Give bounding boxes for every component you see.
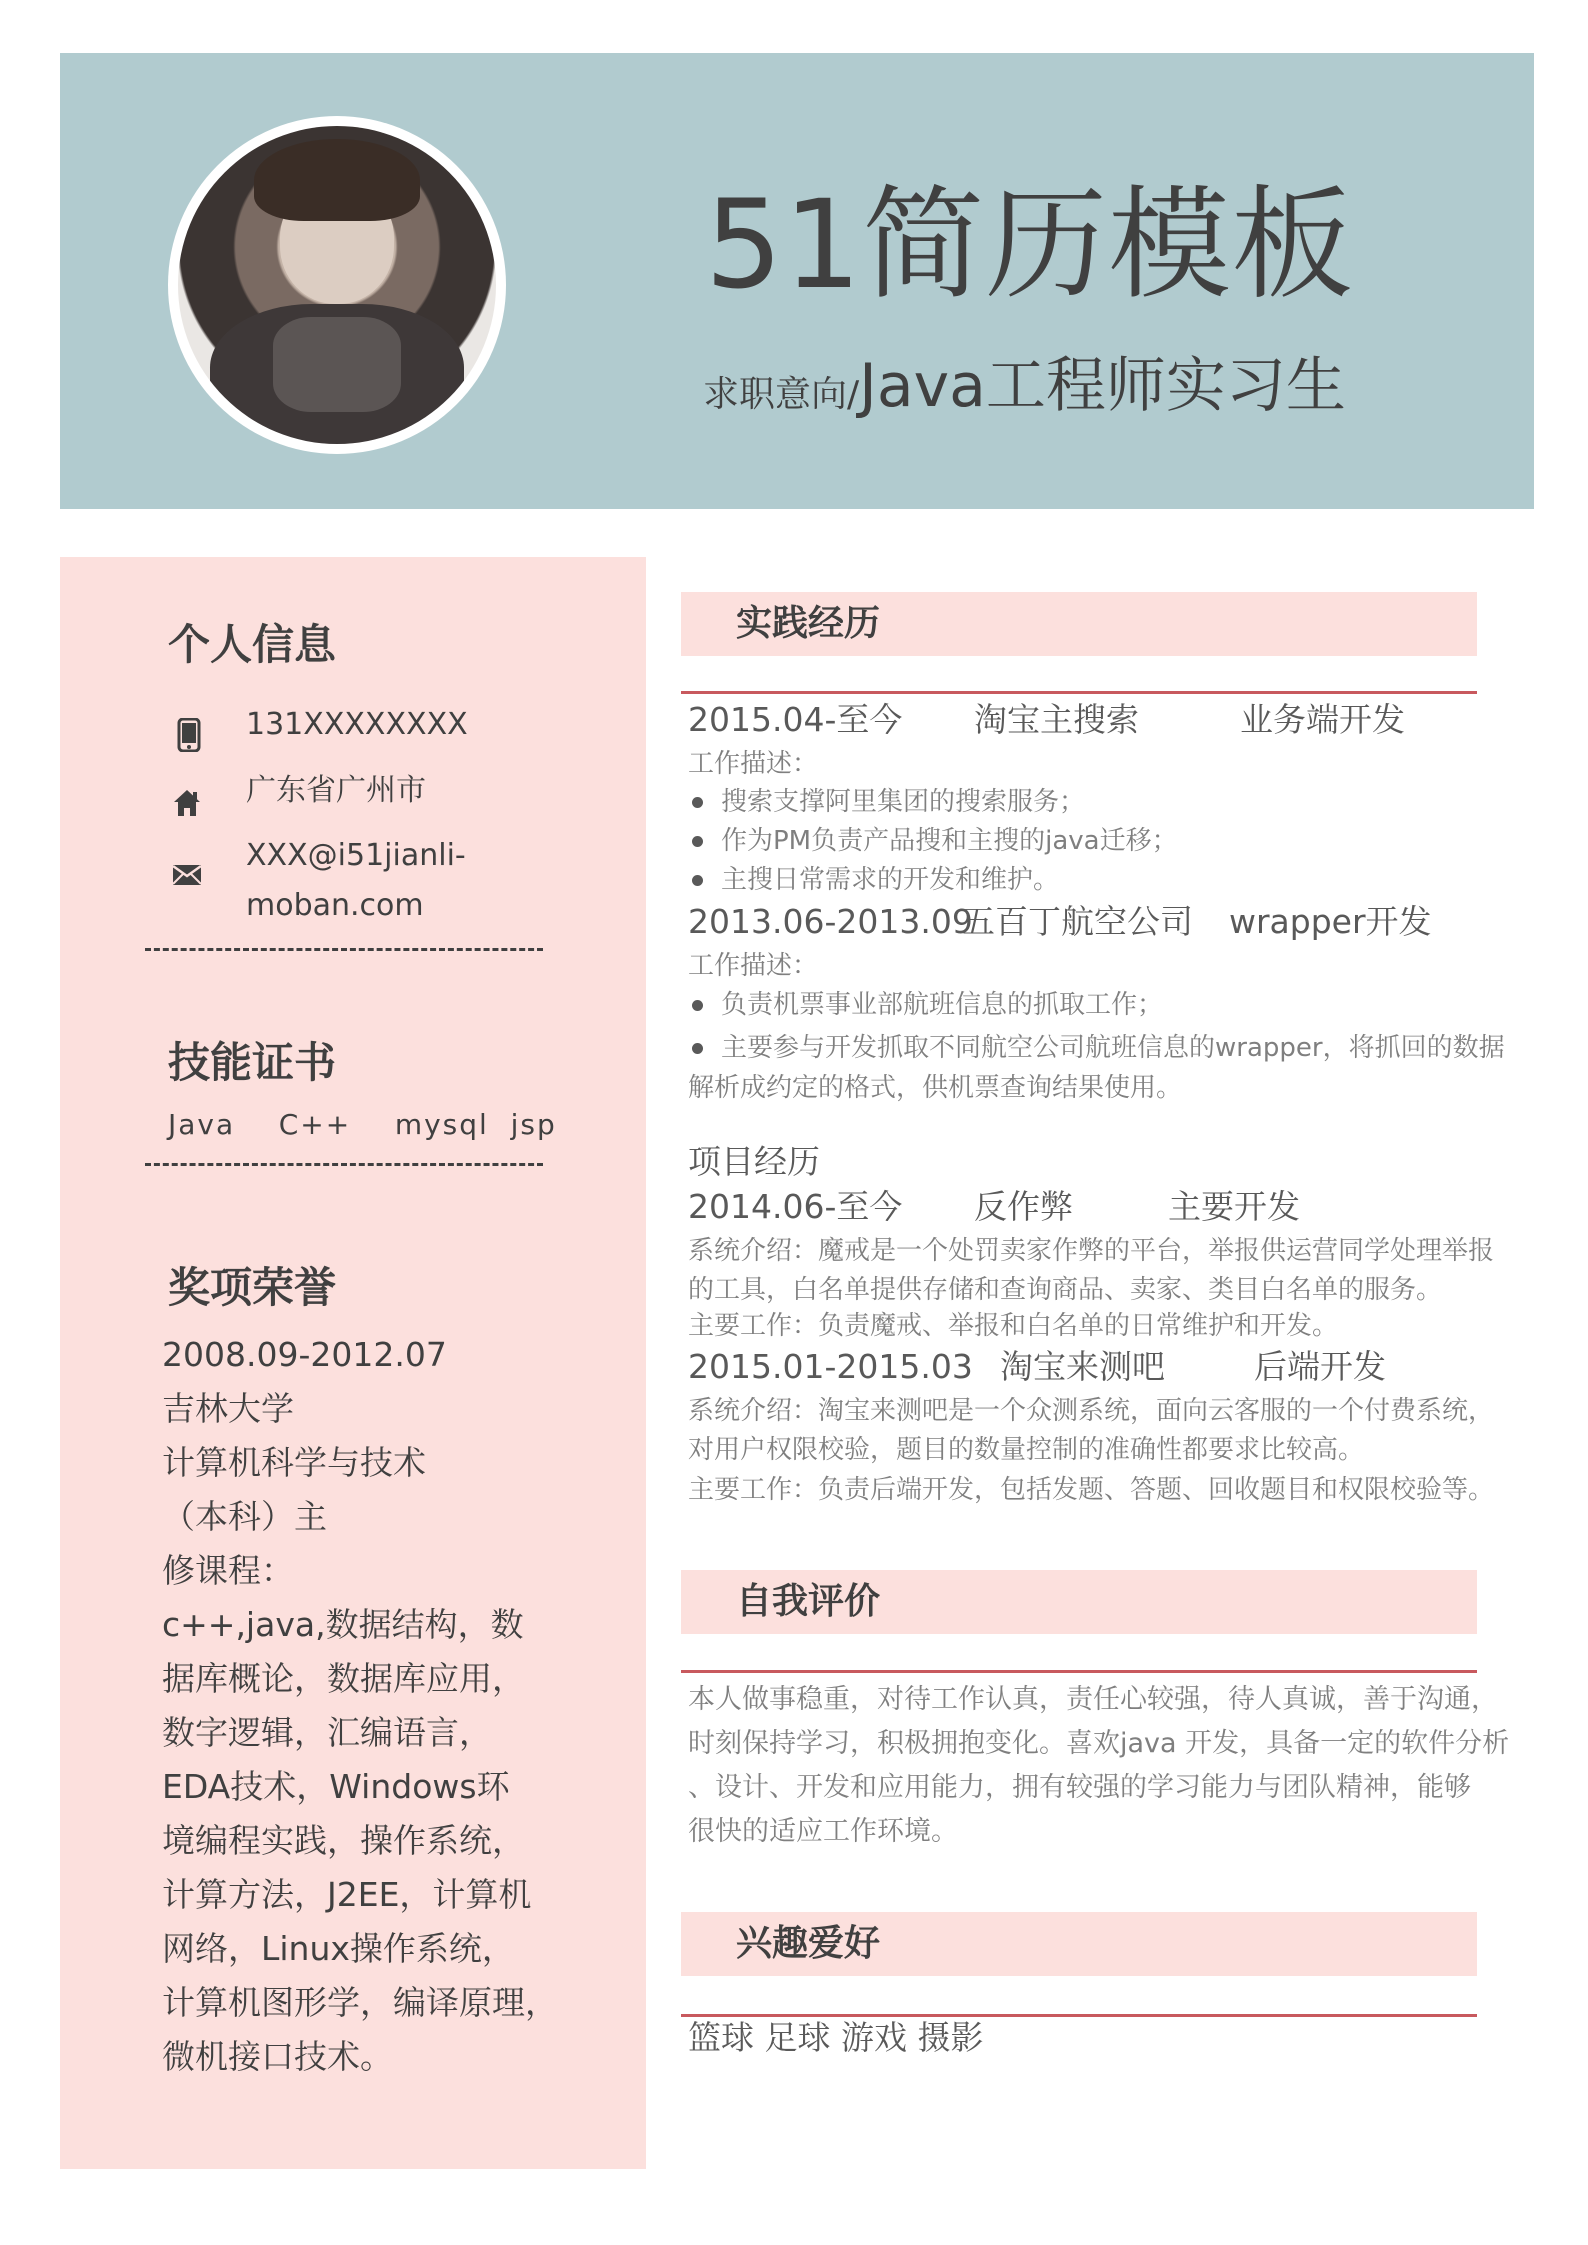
self-eval-text	[688, 1678, 1508, 1854]
practice-title: 实践经历	[736, 603, 881, 644]
project-role: 主要开发	[1168, 1187, 1300, 1226]
education-line: 计算机图形学，编译原理，	[162, 1983, 558, 2022]
education-line: c++,java,数据结构，数	[162, 1605, 524, 1644]
job-bullet-continuation: 解析成约定的格式，供机票查询结果使用。	[688, 1073, 1183, 1103]
personal-info-title: 个人信息	[168, 620, 337, 669]
hobbies-title: 兴趣爱好	[736, 1923, 881, 1964]
job-bullet: 负责机票事业部航班信息的抓取工作；	[688, 987, 1163, 1023]
project-date: 2014.06-至今	[688, 1187, 903, 1226]
self-eval-title: 自我评价	[736, 1581, 881, 1622]
education-line: 修课程：	[162, 1551, 294, 1590]
education-line: （本科）主	[162, 1497, 327, 1536]
job-intent	[703, 338, 1346, 424]
education-line: 微机接口技术。	[162, 2037, 393, 2076]
job-bullet: 主要参与开发抓取不同航空公司航班信息的wrapper，将抓回的数据	[688, 1030, 1505, 1066]
job-intent-label: 求职意向/	[703, 374, 860, 415]
education-line: 境编程实践，操作系统，	[162, 1821, 525, 1860]
job-desc-label: 工作描述：	[688, 749, 819, 779]
project-line: 对用户权限校验，题目的数量控制的准确性都要求比较高。	[688, 1435, 1365, 1465]
job-role: 业务端开发	[1240, 700, 1405, 739]
section-rule	[681, 2014, 1477, 2017]
email-line-1: XXX@i51jianli-	[246, 838, 466, 873]
hobbies-header	[681, 1912, 1477, 1976]
project-role: 后端开发	[1254, 1347, 1386, 1386]
self-eval-header	[681, 1570, 1477, 1634]
self-eval-line: 时刻保持学习，积极拥抱变化。喜欢java 开发，具备一定的软件分析	[688, 1728, 1510, 1759]
job-bullet: 主搜日常需求的开发和维护。	[688, 862, 1059, 898]
education-line: 计算机科学与技术	[162, 1443, 426, 1482]
education-line: 数字逻辑，汇编语言，	[162, 1713, 492, 1752]
project-line: 主要工作：负责后端开发，包括发题、答题、回收题目和权限校验等。	[688, 1475, 1495, 1505]
job-bullet: 作为PM负责产品搜和主搜的java迁移；	[688, 823, 1178, 859]
job-desc-label: 工作描述：	[688, 951, 819, 981]
home-icon	[172, 786, 202, 820]
skills-list: Java C++ mysql jsp	[168, 1108, 557, 1141]
project-name: 淘宝来测吧	[1000, 1347, 1165, 1386]
education-line: 2008.09-2012.07	[162, 1335, 447, 1374]
section-rule	[681, 691, 1477, 694]
project-date: 2015.01-2015.03	[688, 1347, 973, 1386]
phone-number: 131XXXXXXXX	[246, 707, 468, 742]
hobbies-list: 篮球 足球 游戏 摄影	[688, 2018, 984, 2057]
education-line: 吉林大学	[162, 1389, 294, 1428]
project-name: 反作弊	[974, 1187, 1073, 1226]
skills-title: 技能证书	[168, 1038, 337, 1087]
project-line: 系统介绍：魔戒是一个处罚卖家作弊的平台，举报供运营同学处理举报	[688, 1236, 1495, 1266]
job-date: 2015.04-至今	[688, 700, 903, 739]
self-eval-line: 、设计、开发和应用能力，拥有较强的学习能力与团队精神，能够	[688, 1772, 1471, 1803]
address: 广东省广州市	[246, 773, 426, 808]
mail-icon	[172, 858, 202, 892]
profile-photo	[178, 126, 496, 444]
education-line: EDA技术，Windows环	[162, 1767, 510, 1806]
divider	[145, 1163, 543, 1166]
job-date: 2013.06-2013.09	[688, 902, 973, 941]
education-line: 网络，Linux操作系统，	[162, 1929, 515, 1968]
education-line: 计算方法，J2EE，计算机	[162, 1875, 532, 1914]
section-rule	[681, 1670, 1477, 1673]
divider	[145, 948, 543, 951]
job-role: wrapper开发	[1229, 902, 1432, 941]
self-eval-line: 本人做事稳重，对待工作认真，责任心较强，待人真诚，善于沟通，	[688, 1684, 1498, 1715]
self-eval-line: 很快的适应工作环境。	[688, 1816, 958, 1847]
job-bullet: 搜索支撑阿里集团的搜索服务；	[688, 784, 1085, 820]
awards-title: 奖项荣誉	[168, 1263, 337, 1312]
education-line: 据库概论，数据库应用，	[162, 1659, 525, 1698]
resume-title: 51简历模板	[705, 174, 1355, 316]
projects-label: 项目经历	[688, 1142, 820, 1181]
job-company: 淘宝主搜索	[974, 700, 1139, 739]
job-company: 五百丁航空公司	[962, 902, 1193, 941]
job-intent-value: Java工程师实习生	[859, 351, 1346, 421]
project-line: 系统介绍：淘宝来测吧是一个众测系统，面向云客服的一个付费系统，	[688, 1396, 1495, 1426]
phone-icon	[174, 718, 204, 752]
project-line: 的工具，白名单提供存储和查询商品、卖家、类目白名单的服务。	[688, 1275, 1443, 1305]
project-line: 主要工作：负责魔戒、举报和白名单的日常维护和开发。	[688, 1311, 1339, 1341]
avatar	[168, 116, 506, 454]
email-line-2: moban.com	[246, 888, 424, 923]
practice-header	[681, 592, 1477, 656]
education-details	[162, 1328, 558, 2084]
